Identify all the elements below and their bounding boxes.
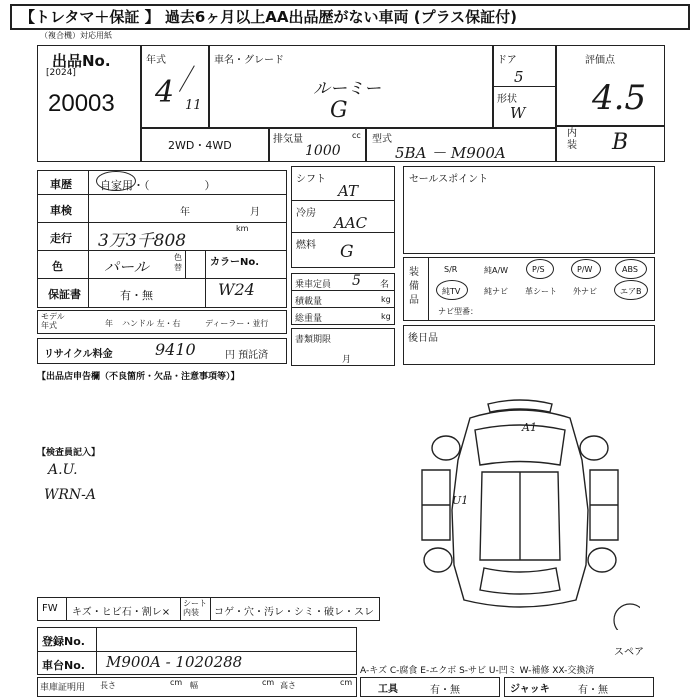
doc-month: 月 <box>342 355 352 365</box>
shift-value: AT <box>338 182 359 200</box>
equipment-label: 装備品 <box>409 267 419 306</box>
lot-year-tag: [2024] <box>46 68 76 78</box>
model-label: 型式 <box>372 134 392 145</box>
cert-height: 高さ <box>280 681 296 690</box>
sales-point-label: セールスポイント <box>409 174 489 185</box>
year-label: 年式 <box>146 55 166 66</box>
navi-model-label: ナビ型番： <box>438 307 478 316</box>
lot-number: 20003 <box>48 90 115 117</box>
shape-label: 形状 <box>497 94 517 105</box>
displacement-label: 排気量 <box>273 134 303 145</box>
month-value: 11 <box>185 98 202 113</box>
spare-label: スペア <box>614 647 644 658</box>
inspector-label: 【検査員記入】 <box>37 448 101 458</box>
load-unit: kg <box>381 295 391 304</box>
registration-label: 登録No. <box>42 635 85 648</box>
after-items-block <box>403 325 655 365</box>
color-sub: 色替 <box>174 253 182 272</box>
color-no-value: W24 <box>218 280 255 299</box>
equip-sr: S/R <box>444 265 458 274</box>
door-value: 5 <box>514 68 524 86</box>
gross-unit: kg <box>381 312 391 321</box>
fuel-value: G <box>340 242 354 262</box>
capacity-value: 5 <box>352 273 361 289</box>
ac-value: AAC <box>334 214 368 232</box>
chassis-label: 車台No. <box>42 659 85 672</box>
inspector-note-1: A.U. <box>48 462 78 478</box>
equip-abs: ABS <box>622 265 638 274</box>
equip-aw: 純A/W <box>484 266 509 275</box>
damage-legend: A-キズ C-腐食 E-エクボ S-サビ U-凹ミ W-補修 XX-交換済 <box>360 666 595 676</box>
fw-label: FW <box>42 603 58 614</box>
jack-value: 有・無 <box>578 685 608 696</box>
car-damage-diagram <box>400 390 640 630</box>
gross-label: 総重量 <box>295 314 323 324</box>
fw-text: キズ・ヒビ石・割レ× <box>72 607 171 618</box>
shift-label: シフト <box>296 174 326 185</box>
recycle-unit: 円 預託済 <box>225 350 269 361</box>
seat-label: シート内装 <box>183 599 207 617</box>
mileage-value: 3万3千808 <box>98 231 187 251</box>
diagram-mark-a1: A1 <box>522 421 537 434</box>
seat-text: コゲ・穴・汚レ・シミ・破レ・スレ <box>214 607 374 618</box>
year-value: 4 <box>155 75 175 110</box>
top-note: （複合機）対応用紙 <box>40 31 112 40</box>
interior-value: B <box>612 130 629 155</box>
recycle-label: リサイクル料金 <box>44 349 113 360</box>
equip-pw: P/W <box>577 265 593 274</box>
cert-label: 車庫証明用 <box>40 683 86 693</box>
cert-unit-2: cm <box>262 678 275 687</box>
shape-value: W <box>510 104 526 122</box>
recycle-value: 9410 <box>155 340 196 359</box>
displacement-value: 1000 <box>305 143 341 159</box>
equip-tv: 純TV <box>442 287 461 296</box>
tools-label: 工具 <box>378 684 398 695</box>
auction-banner: 【トレタマ＋保証 】 過去6ヶ月以上AA出品歴がない車両 (プラス保証付) <box>10 4 690 30</box>
history-label: 車歴 <box>50 178 72 191</box>
warranty-value: 有・無 <box>120 289 153 302</box>
grade: G <box>330 98 348 123</box>
tools-value: 有・無 <box>430 685 460 696</box>
equip-leather: 革シート <box>525 287 557 296</box>
model-year-unit: 年 <box>105 319 113 328</box>
color-value: パール <box>104 258 149 276</box>
color-no-label: カラーNo. <box>210 257 260 268</box>
score-value: 4.5 <box>592 78 647 118</box>
handle-label: ハンドル 左・右 <box>122 319 181 328</box>
score-label: 評価点 <box>585 55 615 66</box>
cert-width: 幅 <box>190 681 198 690</box>
diagram-mark-u1: U1 <box>452 494 469 507</box>
drive-label: 2WD・4WD <box>168 139 232 152</box>
equip-ext-navi: 外ナビ <box>573 287 597 296</box>
warranty-label: 保証書 <box>48 288 81 301</box>
cert-length: 長さ <box>100 681 116 690</box>
declaration-label: 【出品店申告欄（不良箇所・欠品・注意事項等）】 <box>37 372 240 382</box>
capacity-unit: 名 <box>380 280 390 290</box>
inspector-note-2: WRN-A <box>44 487 97 503</box>
displacement-unit: cc <box>352 131 361 140</box>
door-label: ドア <box>497 55 517 66</box>
doc-label: 書類期限 <box>295 335 332 345</box>
inspection-label: 車検 <box>50 204 72 217</box>
interior-label: 内装 <box>567 128 577 151</box>
car-name: ルーミー <box>313 79 381 99</box>
mileage-unit: km <box>236 224 249 233</box>
ac-label: 冷房 <box>296 208 316 219</box>
equip-airbag: エアB <box>620 287 642 296</box>
inspection-year: 年 <box>180 207 190 218</box>
name-label: 車名・グレード <box>214 55 284 66</box>
model-value: 5BA － M900A <box>395 144 506 162</box>
dealer-label: ディーラー・並行 <box>205 319 269 328</box>
jack-label: ジャッキ <box>510 684 550 695</box>
capacity-label: 乗車定員 <box>295 280 332 290</box>
chassis-value: M900A - 1020288 <box>106 653 243 671</box>
history-value: 自家用・（ ） <box>100 179 216 192</box>
mileage-label: 走行 <box>50 232 72 245</box>
color-label: 色 <box>52 260 63 273</box>
load-label: 積載量 <box>295 297 323 307</box>
after-items-label: 後日品 <box>408 333 438 344</box>
equip-navi: 純ナビ <box>484 287 508 296</box>
inspection-month: 月 <box>250 207 260 218</box>
cert-unit-3: cm <box>340 678 353 687</box>
lot-label: 出品No. <box>52 52 111 70</box>
equip-ps: P/S <box>532 265 545 274</box>
cert-unit-1: cm <box>170 678 183 687</box>
fuel-label: 燃料 <box>296 240 316 251</box>
model-year-label: モデル年式 <box>41 312 65 330</box>
